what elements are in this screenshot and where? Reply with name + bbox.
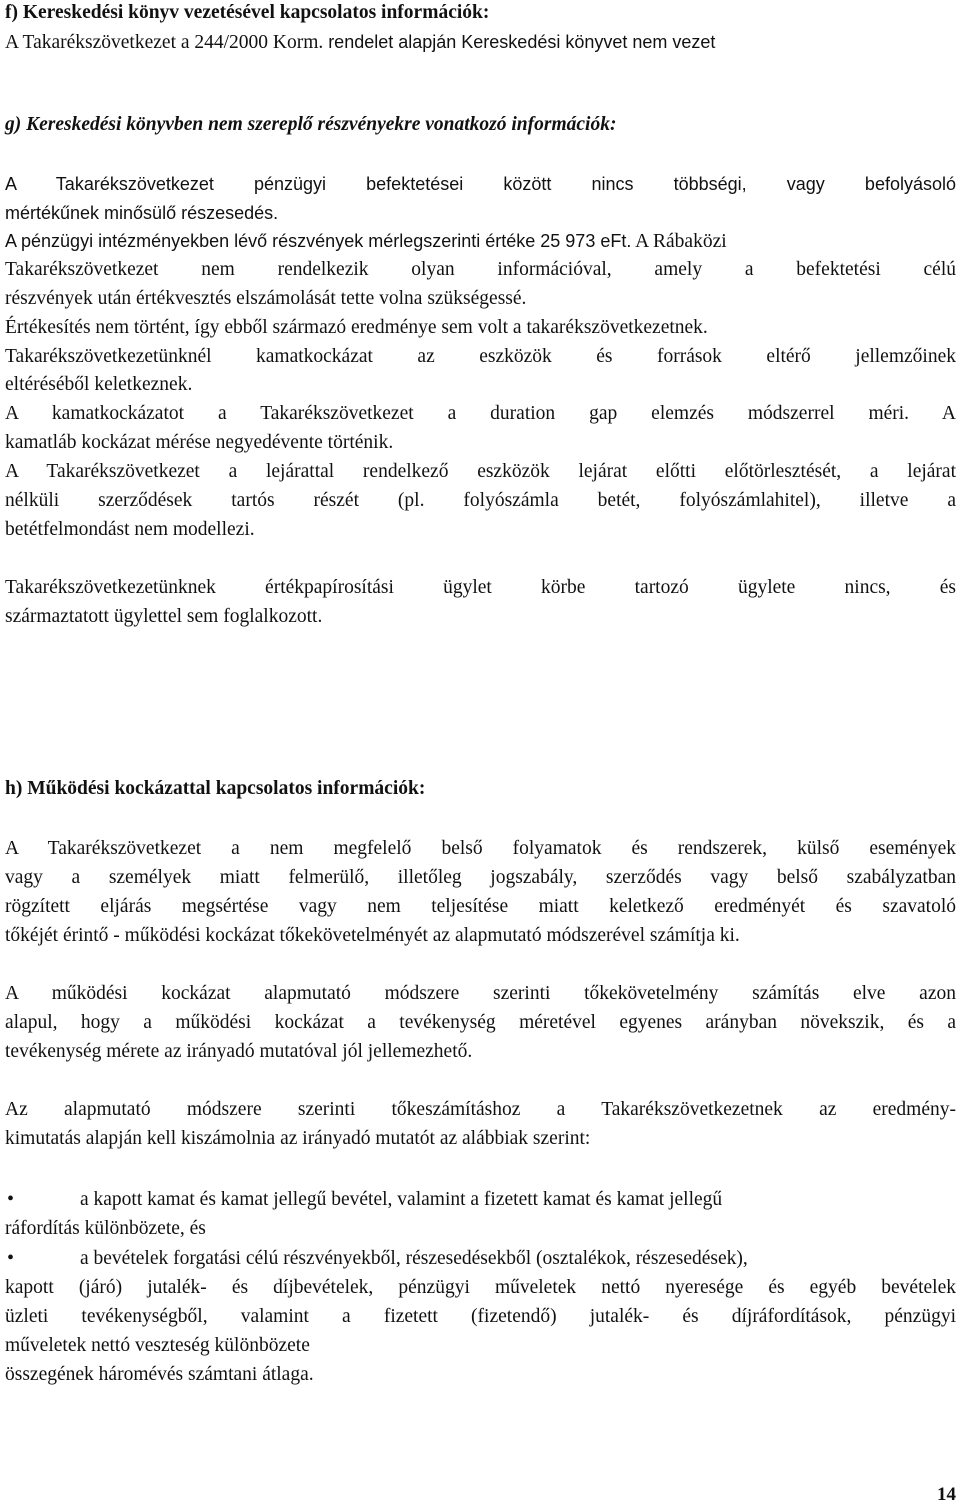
paragraph-line: mértékűnek minősülő részesedés. [5, 203, 279, 223]
paragraph-line: tőkéjét érintő - működési kockázat tőkekövetelményét az alapmutató módszerével számítja ki. [5, 925, 740, 946]
paragraph-line: ráfordítás különbözete, és [5, 1218, 206, 1239]
paragraph-line: Takarékszövetkezetünknek értékpapírosítási ügylet körbe tartozó ügylete nincs, és [5, 577, 956, 598]
paragraph-line: betétfelmondást nem modellezi. [5, 519, 255, 540]
paragraph-line: kimutatás alapján kell kiszámolnia az irányadó mutatót az alábbiak szerint: [5, 1128, 591, 1149]
paragraph-line: alapul, hogy a működési kockázat a tevékenység méretével egyenes arányban növekszik, és a [5, 1012, 956, 1033]
text-run: A pénzügyi intézményekben lévő részvények mérlegszerinti értéke 25 973 eFt. [5, 231, 632, 251]
paragraph-line: A Takarékszövetkezet pénzügyi befektetései között nincs többségi, vagy befolyásoló [5, 174, 956, 194]
paragraph-line: tevékenység mérete az irányadó mutatóval jól jellemezhető. [5, 1041, 473, 1062]
paragraph-line: rögzített eljárás megsértése vagy nem teljesítése miatt keletkező eredményét és szavatoló [5, 896, 956, 917]
paragraph-line: műveletek nettó veszteség különbözete [5, 1335, 310, 1356]
heading-g: g) Kereskedési könyvben nem szereplő részvényekre vonatkozó információk: [5, 114, 617, 135]
bullet-text: a bevételek forgatási célú részvényekből, részesedésekből (osztalékok, részesedések), [80, 1248, 748, 1269]
paragraph-line: összegének háromévés számtani átlaga. [5, 1364, 314, 1385]
paragraph-line: eltéréséből keletkeznek. [5, 374, 193, 395]
bullet-icon: • [7, 1188, 15, 1210]
paragraph-line: Takarékszövetkezetünknél kamatkockázat az eszközök és források eltérő jellemzőinek [5, 346, 956, 367]
paragraph-line: kamatláb kockázat mérése negyedévente történik. [5, 432, 394, 453]
bullet-icon: • [7, 1247, 15, 1269]
paragraph-line: A Takarékszövetkezet a lejárattal rendelkező eszközök lejárat előtti előtörlesztését, a lejárat [5, 461, 956, 482]
paragraph-line: A működési kockázat alapmutató módszere szerinti tőkekövetelmény számítás elve azon [5, 983, 956, 1004]
paragraph-line: üzleti tevékenységből, valamint a fizetett (fizetendő) jutalék- és díjráfordítások, pénzügyi [5, 1306, 956, 1327]
paragraph-line: kapott (járó) jutalék- és díjbevételek, pénzügyi műveletek nettó nyeresége és egyéb bevételek [5, 1277, 956, 1298]
paragraph-line: Értékesítés nem történt, így ebből származó eredménye sem volt a takarékszövetkezetnek. [5, 317, 708, 338]
paragraph-line: nélküli szerződések tartós részét (pl. folyószámla betét, folyószámlahitel), illetve a [5, 490, 956, 511]
heading-h: h) Működési kockázattal kapcsolatos információk: [5, 778, 426, 799]
text-run: rendelet alapján Kereskedési könyvet nem vezet [328, 32, 716, 52]
page-number: 14 [937, 1484, 956, 1505]
paragraph-line: Takarékszövetkezet nem rendelkezik olyan információval, amely a befektetési célú [5, 259, 956, 280]
text-run: A Rábaközi [631, 231, 727, 252]
bullet-text: a kapott kamat és kamat jellegű bevétel, valamint a fizetett kamat és kamat jellegű [80, 1189, 723, 1210]
paragraph-line: származtatott ügylettel sem foglalkozott. [5, 606, 323, 627]
paragraph-line: A kamatkockázatot a Takarékszövetkezet a duration gap elemzés módszerrel méri. A [5, 403, 956, 424]
paragraph-line: A Takarékszövetkezet a nem megfelelő belső folyamatok és rendszerek, külső események [5, 838, 956, 859]
text-run: A Takarékszövetkezet a 244/2000 Korm. [5, 32, 329, 53]
paragraph-line: vagy a személyek miatt felmerülő, illetőleg jogszabály, szerződés vagy belső szabályzatban [5, 867, 956, 888]
paragraph-line [5, 28, 956, 57]
paragraph-line: részvények után értékvesztés elszámolását tette volna szükségessé. [5, 288, 527, 309]
heading-f: f) Kereskedési könyv vezetésével kapcsolatos információk: [5, 2, 490, 23]
paragraph-line: Az alapmutató módszere szerinti tőkeszámításhoz a Takarékszövetkezetnek az eredmény- [5, 1099, 956, 1120]
paragraph-line [5, 227, 956, 256]
